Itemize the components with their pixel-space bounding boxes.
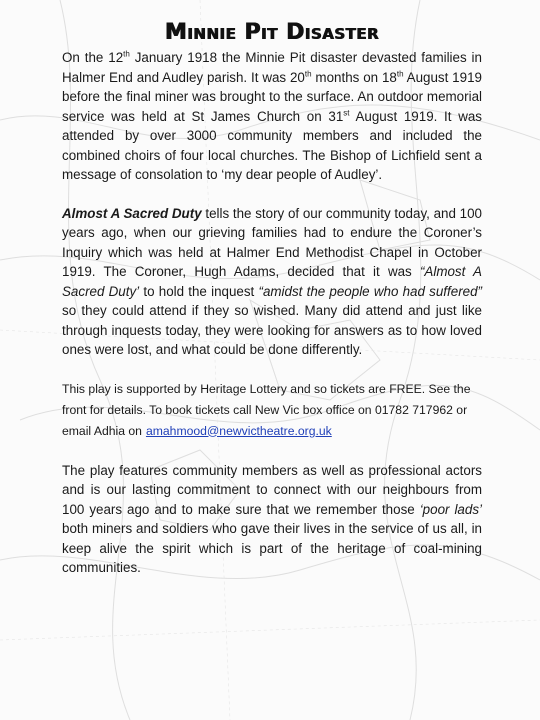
flyer-content <box>62 20 482 578</box>
email-link[interactable]: amahmood@newvictheatre.org.uk <box>145 423 332 438</box>
ticket-info-paragraph: This play is supported by Heritage Lottery and so tickets are FREE. See the front for details. To book tickets call New Vic box office on 01782 717962 or email Adhia on amahmood@newvictheatre.org.uk <box>62 381 471 438</box>
play-title: Almost A Sacred Duty <box>62 205 202 221</box>
page-title: Minnie Pit Disaster <box>164 20 380 45</box>
closing-paragraph: The play features community members as well as professional actors and is our lasting commitment to connect with our neighbours from 100 years ago and to make sure that we remember those ‘poor lads’ both miners and soldiers who gave their lives in the service of us all, in keep alive the spirit which is part of the heritage of coal-mining communities. <box>62 462 482 575</box>
play-description-paragraph: Almost A Sacred Duty tells the story of our community today, and 100 years ago, when our grieving families had to endure the Coroner’s Inquiry which was held at Halmer End Methodist Chapel in October 1919. The Coroner, Hugh Adams, decided that it was “Almost A Sacred Duty’ to hold the inquest “amidst the people who had suffered” so they could attend if they so wished. Many did attend and just like through inquests today, they were looking for answers as to how loved ones were lost, and what could be done differently. <box>62 205 483 357</box>
intro-paragraph: On the 12th January 1918 the Minnie Pit disaster devasted families in Halmer End and Audley parish. It was 20th months on 18th August 1919 before the final miner was brought to the surface. An outdoor memorial service was held at St James Church on 31st August 1919. It was attended by over 3000 community members and included the combined choirs of four local churches. The Bishop of Lichfield sent a message of consolation to ‘my dear people of Audley’. <box>62 49 483 182</box>
